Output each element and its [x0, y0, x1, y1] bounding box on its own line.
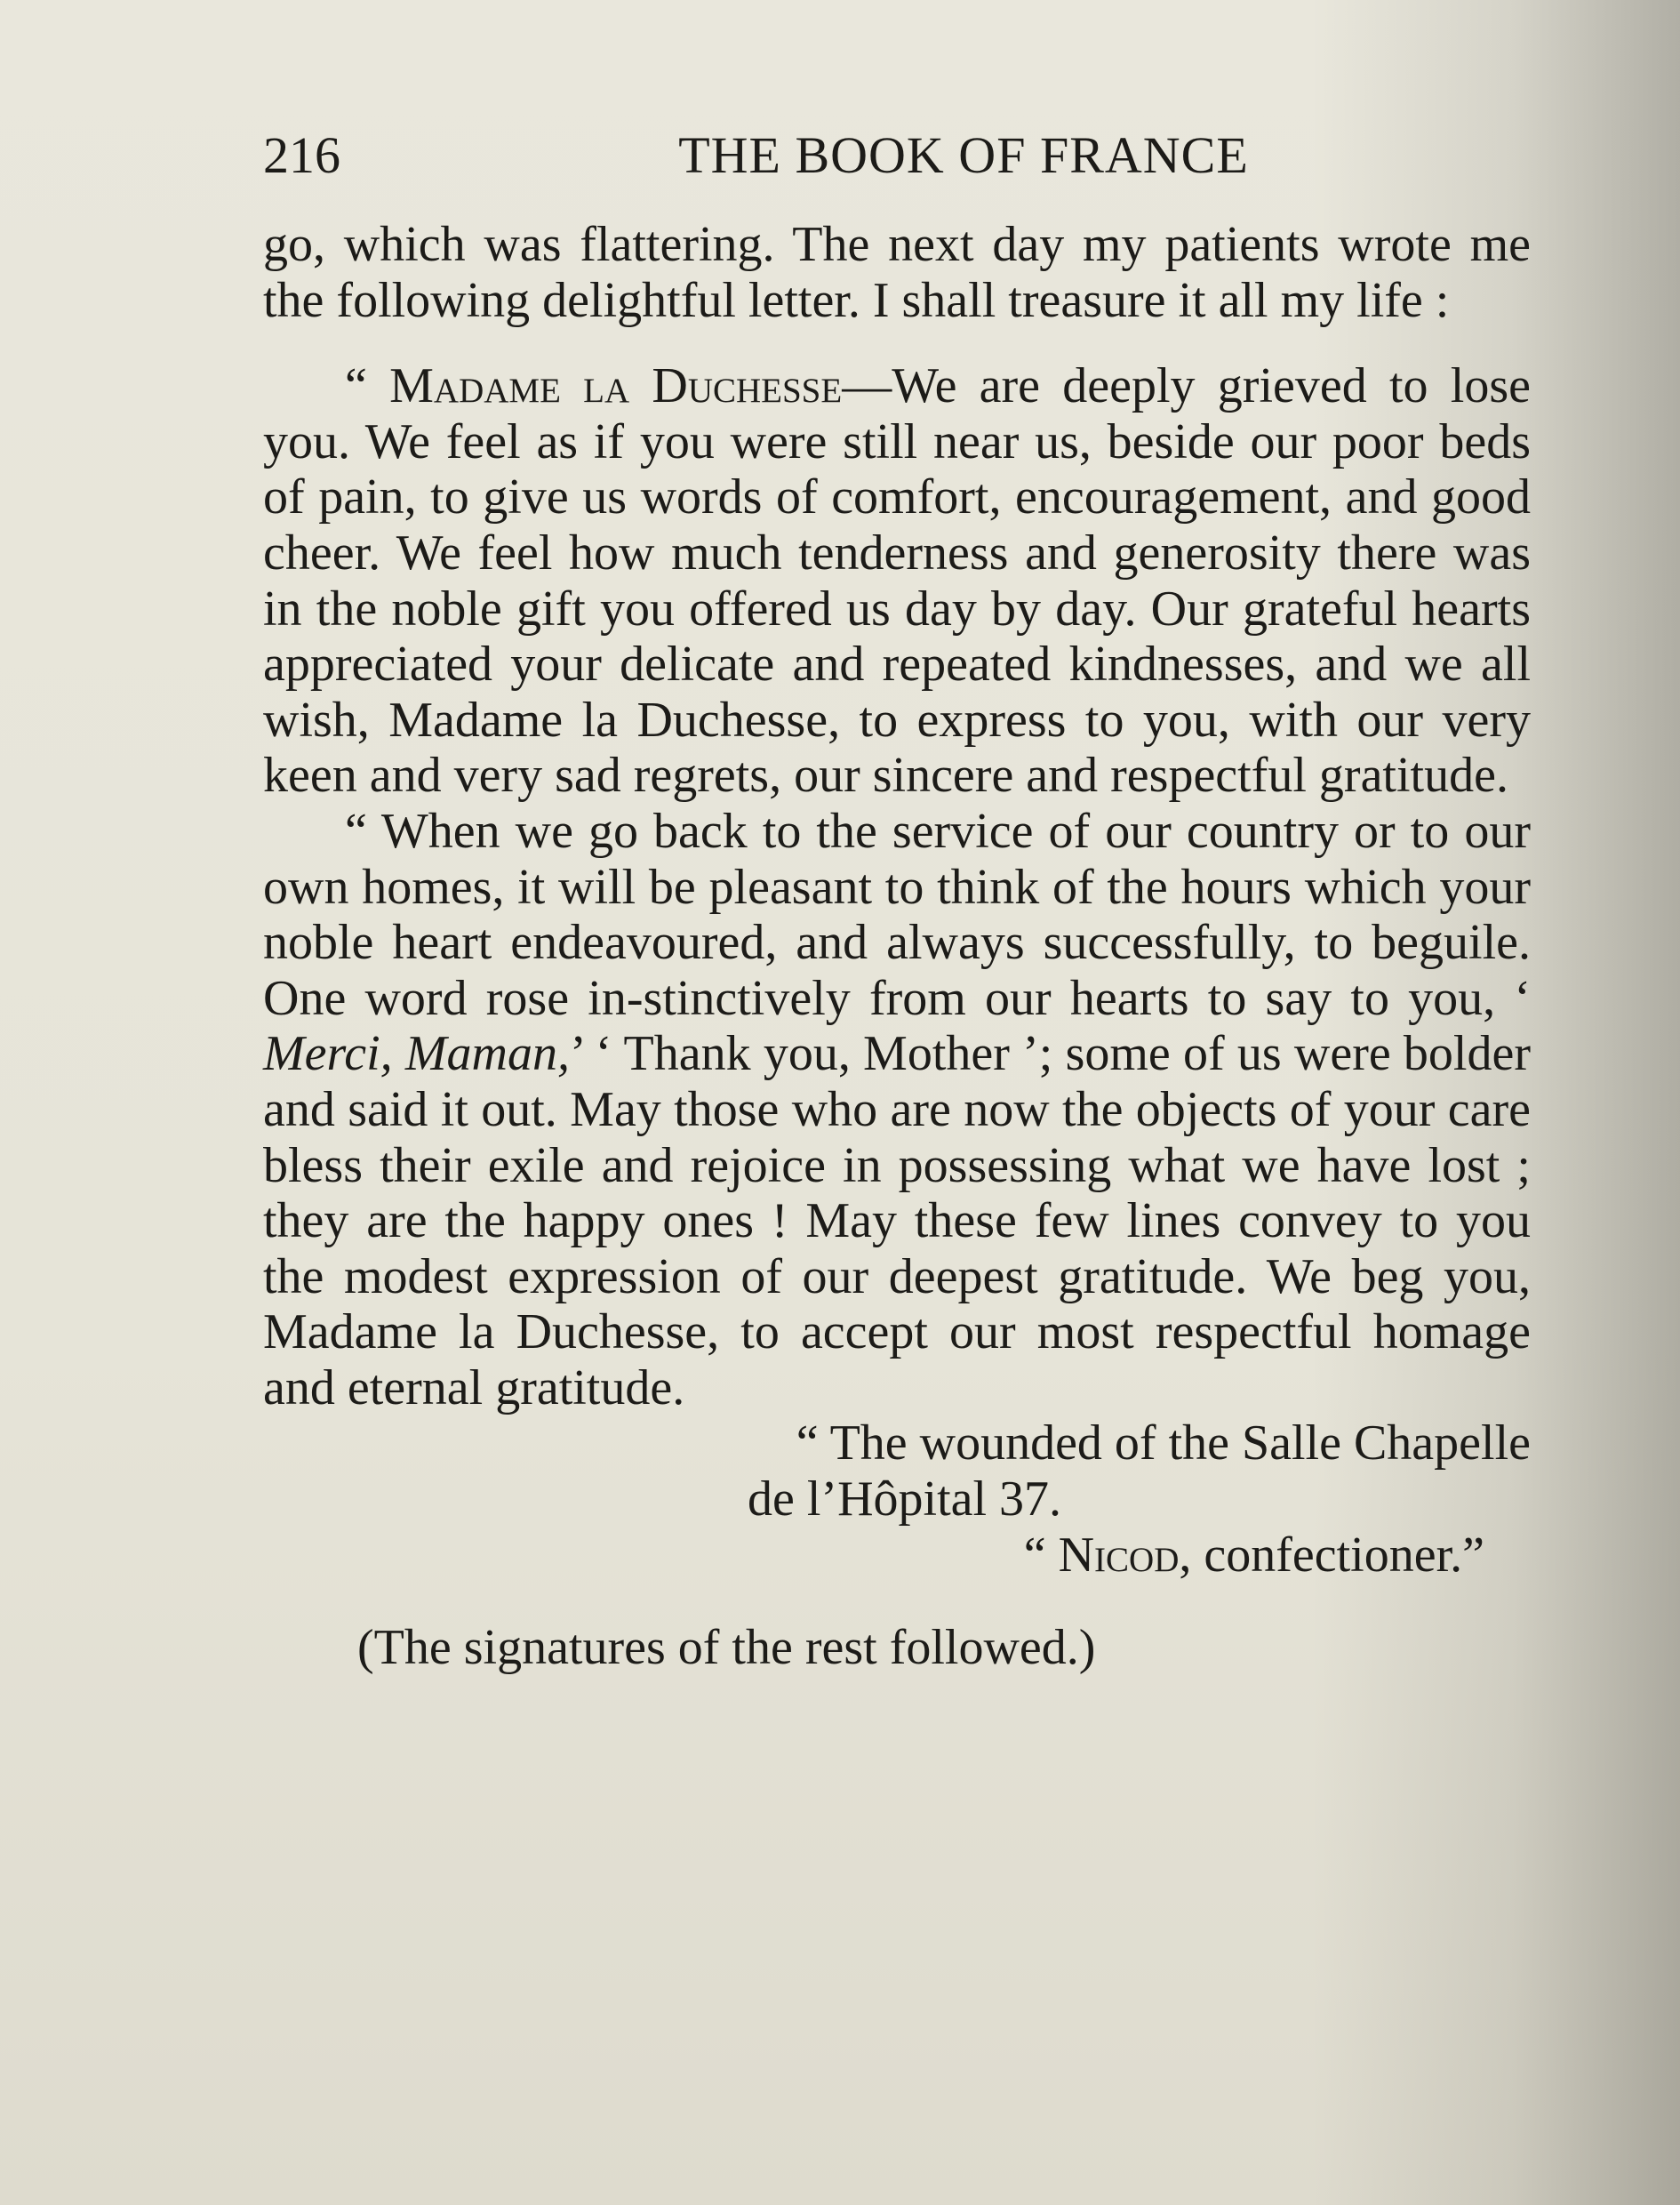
letter-paragraph-1-text: —We are deeply grieved to lose you. We feel as if you were still near us, beside our poor beds of pain, to give us words of comfort, encouragement, and good cheer. We feel how much tenderness and generosity there was in the noble gift you offered us day by day. Our grateful hearts appreciated your delicate and repeated kindnesses, and we all wish, Madame la Duchesse, to express to you, with our very keen and very sad regrets, our sincere and respectful gratitude.	[263, 358, 1531, 804]
page-body	[263, 217, 1531, 1676]
signature-name: Nicod	[1058, 1527, 1180, 1583]
signature-line-2: de l’Hôpital 37.	[748, 1471, 1062, 1527]
signature-line-1: “ The wounded of the Salle Chapelle	[796, 1415, 1531, 1471]
open-quote: “	[345, 358, 390, 414]
signature-open-quote: “	[1023, 1527, 1059, 1583]
running-title: THE BOOK OF FRANCE	[678, 126, 1249, 184]
letter-italic-phrase: Merci, Maman,	[263, 1026, 570, 1082]
signature-line-3	[263, 1527, 1531, 1584]
letter-paragraph-2-text-b: ’ ‘ Thank you, Mother ’; some of us were bolder and said it out. May those who are now the objects of your care bless their exile and rejoice in possessing what we have lost ; they are the happy ones ! May these few lines convey to you the modest expression of our deepest gratitude. We beg you, Madame la Duchesse, to accept our most respectful homage and eternal gratitude.	[263, 1026, 1531, 1415]
page-header	[263, 124, 1531, 187]
signature-role: , confectioner.”	[1179, 1527, 1484, 1583]
letter-paragraph-2-text-a: “ When we go back to the service of our country or to our own homes, it will be pleasant to think of the hours which your noble heart endeavoured, and always successfully, to beguile. One word rose in-stinctively from our hearts to say to you, ‘	[263, 803, 1531, 1026]
letter-salutation: Madame la Duchesse	[389, 358, 843, 414]
letter-paragraph-2	[263, 804, 1531, 1416]
letter-paragraph-1	[263, 358, 1531, 804]
page-number: 216	[263, 126, 340, 184]
closing-note: (The signatures of the rest followed.)	[357, 1620, 1096, 1676]
intro-paragraph: go, which was flattering. The next day my patients wrote me the following delightful letter. I shall treasure it all my life :	[263, 217, 1531, 328]
